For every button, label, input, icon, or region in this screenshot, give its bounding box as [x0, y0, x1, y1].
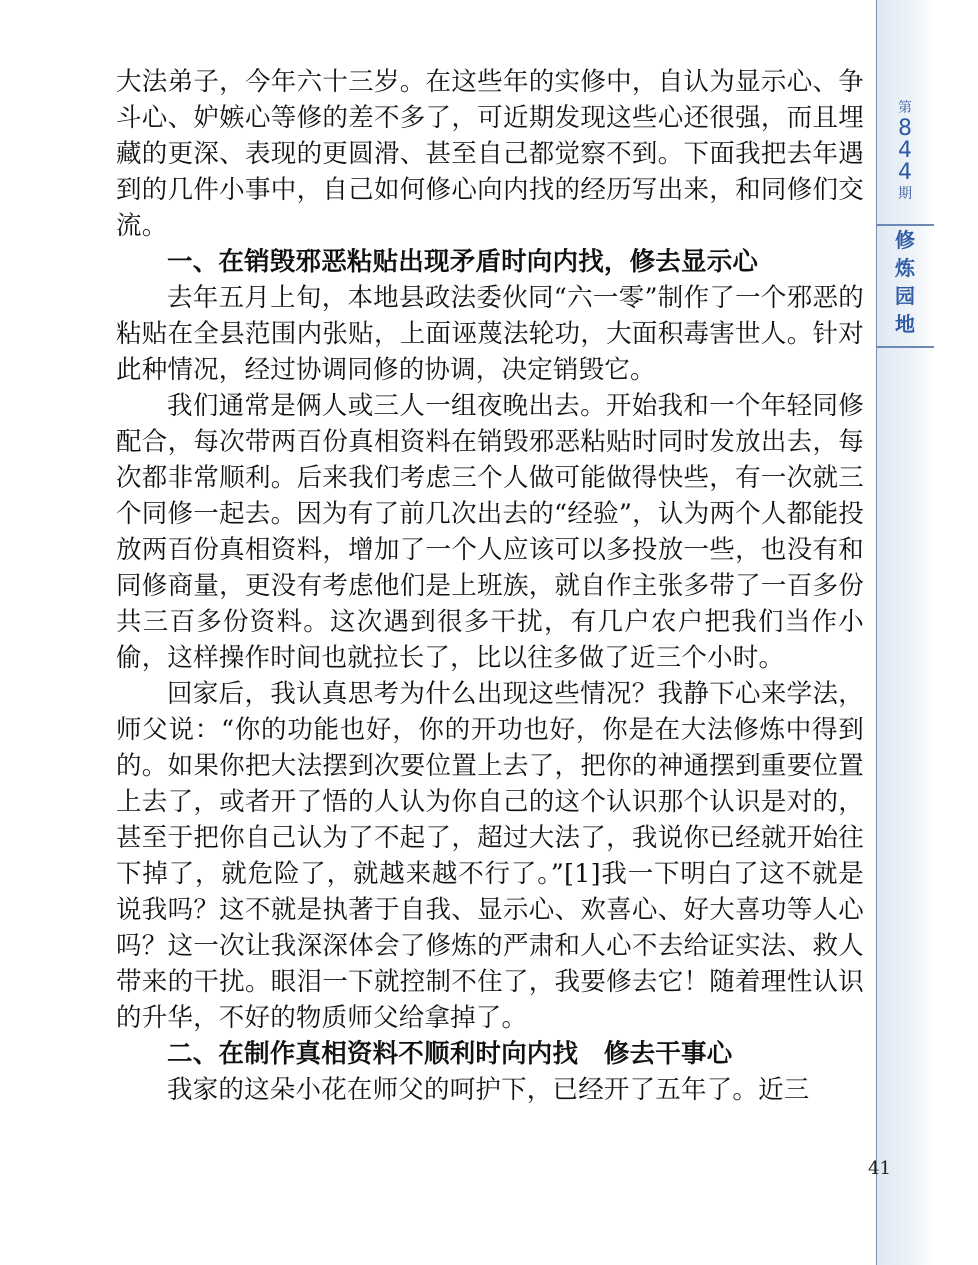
paragraph: 大法弟子，今年六十三岁。在这些年的实修中，自认为显示心、争斗心、妒嫉心等修的差不多了，可近期发现这些心还很强，而且埋藏的更深、表现的更圆滑、甚至自己都觉察不到。下面我把去年遇到的几件小事中，自己如何修心向内找的经历写出来，和同修们交流。: [116, 67, 864, 241]
paragraph: 去年五月上旬，本地县政法委伙同“六一零”制作了一个邪恶的粘贴在全县范围内张贴，上面诬蔑法轮功，大面积毒害世人。针对此种情况，经过协调同修的协调，决定销毁它。: [116, 283, 864, 385]
section-char: 园: [895, 284, 915, 308]
paragraph: 回家后，我认真思考为什么出现这些情况？我静下心来学法，师父说：“你的功能也好，你的开功也好，你是在大法修炼中得到的。如果你把大法摆到次要位置上去了，把你的神通摆到重要位置上去了，或者开了悟的人认为你自己的这个认识那个认识是对的，甚至于把你自己认为了不起了，超过大法了，我说你已经就开始往下掉了，就危险了，就越来越不行了。”[1]我一下明白了这不就是说我吗？这不就是执著于自我、显示心、欢喜心、好大喜功等人心吗？这一次让我深深体会了修炼的严肃和人心不去给证实法、救人带来的干扰。眼泪一下就控制不住了，我要修去它！随着理性认识的升华，不好的物质师父给拿掉了。: [116, 679, 864, 1033]
section-heading: 二、在制作真相资料不顺利时向内找 修去干事心: [167, 1039, 733, 1069]
paragraph: 我家的这朵小花在师父的呵护下，已经开了五年了。近三: [167, 1075, 810, 1105]
issue-digit: 4: [898, 138, 912, 163]
section-heading: 一、在销毁邪恶粘贴出现矛盾时向内找，修去显示心: [167, 247, 759, 277]
issue-digit: 8: [898, 116, 912, 141]
issue-label: [876, 98, 934, 226]
page-number: 41: [868, 1158, 891, 1179]
section-label: [876, 226, 934, 348]
section-char: 修: [895, 228, 915, 252]
section-char: 地: [895, 312, 915, 336]
article-body: [116, 64, 864, 1108]
section-char: 炼: [895, 256, 915, 280]
issue-prefix: 第: [898, 100, 912, 116]
issue-digit: 4: [898, 160, 912, 185]
issue-suffix: 期: [898, 186, 912, 202]
paragraph: 我们通常是俩人或三人一组夜晚出去。开始我和一个年轻同修配合，每次带两百份真相资料在销毁邪恶粘贴时同时发放出去，每次都非常顺利。后来我们考虑三个人做可能做得快些，有一次就三个同修一起去。因为有了前几次出去的“经验”，认为两个人都能投放两百份真相资料，增加了一个人应该可以多投放一些，也没有和同修商量，更没有考虑他们是上班族，就自作主张多带了一百多份共三百多份资料。这次遇到很多干扰，有几户农户把我们当作小偷，这样操作时间也就拉长了，比以往多做了近三个小时。: [116, 391, 864, 673]
